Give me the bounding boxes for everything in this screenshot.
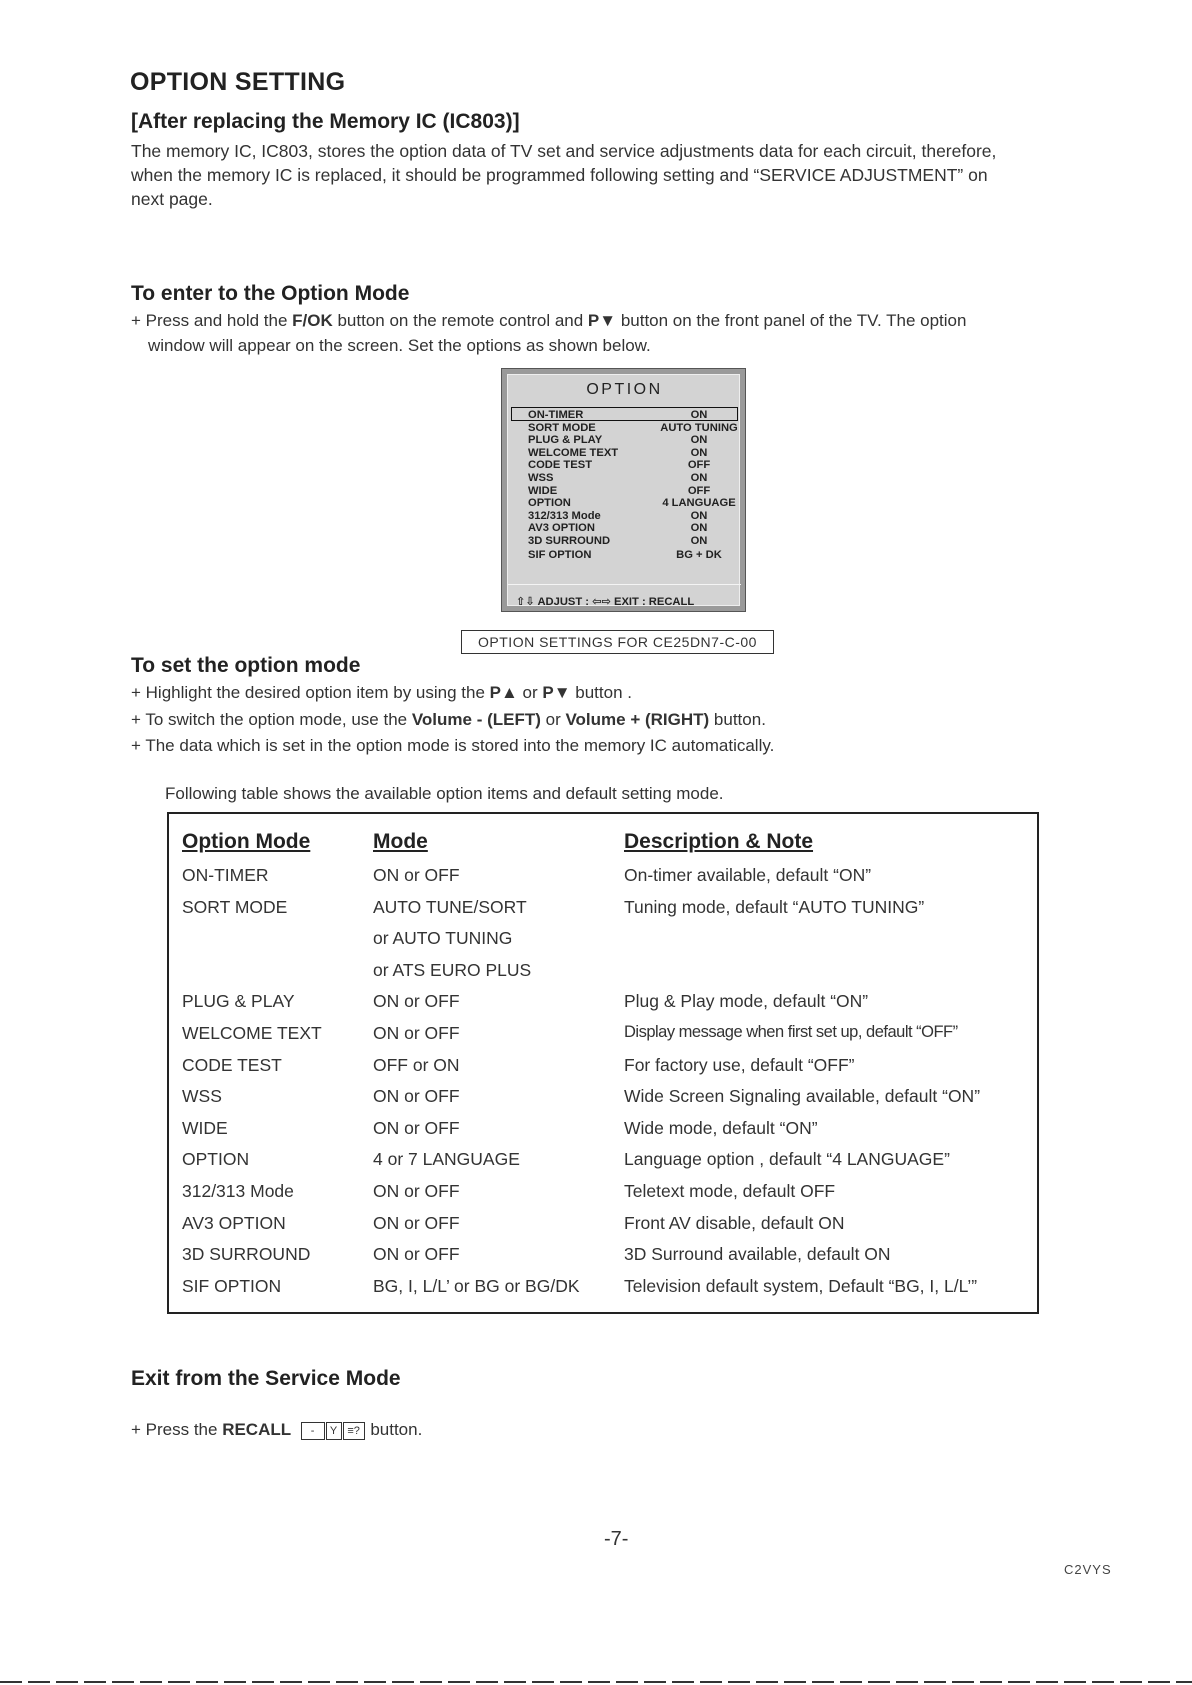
- table-row: [169, 1055, 1037, 1086]
- table-row: [169, 897, 1037, 928]
- section-heading-enter-option-mode: To enter to the Option Mode: [131, 282, 410, 305]
- cell-mode: ON or OFF: [373, 1086, 460, 1107]
- cell-mode: or ATS EURO PLUS: [373, 959, 532, 980]
- tv-option-key: WSS: [528, 472, 554, 484]
- page-title: OPTION SETTING: [130, 68, 346, 96]
- set-option-bullet-3: + The data which is set in the option mode is stored into the memory IC automatically.: [131, 736, 775, 755]
- cell-description: Language option , default “4 LANGUAGE”: [624, 1149, 950, 1170]
- tv-option-title: OPTION: [586, 381, 663, 398]
- bullet-text: + Press the: [131, 1420, 223, 1439]
- tv-option-key: SORT MODE: [528, 421, 596, 434]
- bullet-text: or: [517, 683, 543, 702]
- tv-option-key: 3D SURROUND: [528, 535, 611, 547]
- cell-description: Teletext mode, default OFF: [624, 1181, 836, 1201]
- tv-option-panel: [507, 374, 740, 606]
- tv-option-value: OFF: [687, 484, 711, 497]
- tv-option-value: ON: [690, 522, 708, 535]
- cell-mode: or AUTO TUNING: [373, 928, 513, 949]
- table-header-description: Description & Note: [624, 830, 814, 853]
- cell-option: 312/313 Mode: [182, 1181, 294, 1201]
- paragraph-line: The memory IC, IC803, stores the option data of TV set and service adjustments data for each circuit, therefore,: [131, 141, 997, 161]
- cell-option: CODE TEST: [182, 1054, 282, 1075]
- volume-left-label: Volume - (LEFT): [411, 710, 541, 729]
- bullet-text: + To switch the option mode, use the: [131, 710, 412, 729]
- table-row: [169, 1023, 1037, 1054]
- tv-option-value: ON: [690, 535, 708, 547]
- section-heading-set-option-mode: To set the option mode: [131, 654, 361, 677]
- document-code: C2VYS: [1064, 1562, 1112, 1577]
- enter-option-bullet: [131, 309, 966, 333]
- bullet-text: button on the remote control and: [332, 311, 588, 330]
- table-row: [169, 1118, 1037, 1149]
- tv-option-key: SIF OPTION: [528, 549, 592, 561]
- cell-mode: ON or OFF: [373, 1244, 460, 1265]
- cell-description: Display message when first set up, default “OFF”: [624, 1023, 958, 1041]
- bullet-text: button.: [365, 1420, 423, 1439]
- tv-option-screen: [501, 368, 746, 612]
- set-option-bullet-2: [131, 708, 766, 732]
- cell-mode: ON or OFF: [373, 1117, 460, 1138]
- tv-option-value: BG + DK: [676, 549, 722, 561]
- cell-mode: BG, I, L/L’ or BG or BG/DK: [373, 1275, 580, 1296]
- bullet-text: button on the front panel of the TV. The option: [616, 311, 967, 330]
- table-row: [169, 991, 1037, 1022]
- table-row: [169, 1149, 1037, 1180]
- cell-description: On-timer available, default “ON”: [624, 865, 872, 885]
- tv-option-value: OFF: [687, 459, 711, 472]
- cell-description: Front AV disable, default ON: [624, 1212, 845, 1233]
- table-row: [169, 928, 1037, 959]
- volume-right-label: Volume + (RIGHT): [565, 710, 710, 729]
- cell-option: AV3 OPTION: [182, 1212, 286, 1233]
- cell-mode: OFF or ON: [373, 1054, 460, 1075]
- tv-option-key: WIDE: [528, 484, 558, 497]
- table-row: [169, 1213, 1037, 1244]
- tv-option-key: WELCOME TEXT: [528, 446, 619, 459]
- p-up-button-label: P▲: [489, 683, 518, 702]
- cell-option: 3D SURROUND: [182, 1244, 311, 1265]
- tv-option-value: 4 LANGUAGE: [662, 497, 736, 510]
- cell-option: WELCOME TEXT: [182, 1023, 322, 1043]
- tv-option-footer: ⇧⇩ ADJUST : ⇦⇨ EXIT : RECALL: [516, 596, 695, 608]
- cell-mode: ON or OFF: [373, 991, 460, 1012]
- tv-option-divider: [508, 584, 741, 585]
- cell-option: ON-TIMER: [182, 865, 269, 885]
- p-down-button-label: P▼: [587, 311, 617, 330]
- recall-key-icon: Y: [326, 1422, 342, 1440]
- table-header-option-mode: Option Mode: [182, 830, 311, 853]
- tv-option-key: PLUG & PLAY: [528, 434, 603, 447]
- cell-mode: 4 or 7 LANGUAGE: [373, 1149, 520, 1170]
- memory-ic-paragraph: [131, 139, 996, 211]
- section-heading-memory-ic: [After replacing the Memory IC (IC803)]: [131, 110, 520, 133]
- bullet-text: + Highlight the desired option item by using the: [131, 683, 490, 702]
- tv-option-value: ON: [690, 409, 708, 421]
- table-row: [169, 865, 1037, 896]
- tv-option-value: AUTO TUNING: [660, 421, 738, 434]
- cell-mode: ON or OFF: [373, 1212, 460, 1233]
- bullet-text: button .: [570, 683, 632, 702]
- cell-option: SORT MODE: [182, 896, 288, 917]
- tv-option-key: 312/313 Mode: [528, 509, 601, 522]
- paragraph-line: next page.: [131, 189, 213, 209]
- tv-option-key: AV3 OPTION: [528, 522, 595, 535]
- bullet-text: or: [540, 710, 566, 729]
- cell-description: Plug & Play mode, default “ON”: [624, 991, 869, 1012]
- option-table: [167, 812, 1039, 1314]
- table-row: [169, 1276, 1037, 1307]
- table-row: [169, 1086, 1037, 1117]
- tv-option-value: ON: [690, 446, 708, 459]
- recall-key-icon: ≡?: [343, 1422, 365, 1440]
- cell-mode: ON or OFF: [373, 1181, 460, 1201]
- bullet-text: + Press and hold the: [131, 311, 293, 330]
- page-bottom-dashed-line: [0, 1681, 1192, 1683]
- cell-mode: ON or OFF: [373, 1023, 460, 1043]
- cell-mode: ON or OFF: [373, 865, 460, 885]
- cell-option: WSS: [182, 1086, 222, 1107]
- p-down-button-label: P▼: [542, 683, 571, 702]
- cell-option: PLUG & PLAY: [182, 991, 295, 1012]
- set-option-bullet-1: [131, 681, 632, 705]
- enter-option-bullet-line2: window will appear on the screen. Set the options as shown below.: [148, 336, 651, 355]
- table-row: [169, 1244, 1037, 1275]
- tv-option-value: ON: [690, 509, 708, 522]
- cell-description: 3D Surround available, default ON: [624, 1244, 891, 1265]
- option-settings-caption: OPTION SETTINGS FOR CE25DN7-C-00: [461, 630, 774, 654]
- tv-option-key: CODE TEST: [528, 459, 593, 472]
- table-row: [169, 1181, 1037, 1212]
- recall-button-label: RECALL: [222, 1420, 292, 1439]
- cell-description: Wide Screen Signaling available, default “ON”: [624, 1086, 981, 1107]
- tv-option-key: OPTION: [528, 497, 571, 510]
- cell-mode: AUTO TUNE/SORT: [373, 896, 527, 917]
- section-heading-exit-service-mode: Exit from the Service Mode: [131, 1367, 401, 1390]
- cell-description: For factory use, default “OFF”: [624, 1054, 855, 1075]
- cell-option: WIDE: [182, 1117, 228, 1138]
- tv-option-value: ON: [690, 434, 708, 447]
- tv-option-key: ON-TIMER: [528, 409, 584, 421]
- cell-description: Wide mode, default “ON”: [624, 1117, 818, 1138]
- tv-option-value: ON: [690, 472, 708, 484]
- bullet-text: button.: [709, 710, 766, 729]
- table-row: [169, 960, 1037, 991]
- cell-description: Tuning mode, default “AUTO TUNING”: [624, 896, 925, 917]
- paragraph-line: when the memory IC is replaced, it should be programmed following setting and “SERVICE ADJUSTMENT” on: [131, 165, 988, 185]
- table-header-mode: Mode: [373, 830, 428, 853]
- cell-option: OPTION: [182, 1149, 250, 1170]
- cell-description: Television default system, Default “BG, I, L/L’”: [624, 1275, 978, 1296]
- recall-key-icon: -: [301, 1422, 325, 1440]
- exit-bullet: [131, 1418, 422, 1442]
- page-number: -7-: [604, 1528, 629, 1550]
- cell-option: SIF OPTION: [182, 1275, 282, 1296]
- fok-button-label: F/OK: [292, 311, 333, 330]
- table-intro: Following table shows the available option items and default setting mode.: [165, 784, 724, 803]
